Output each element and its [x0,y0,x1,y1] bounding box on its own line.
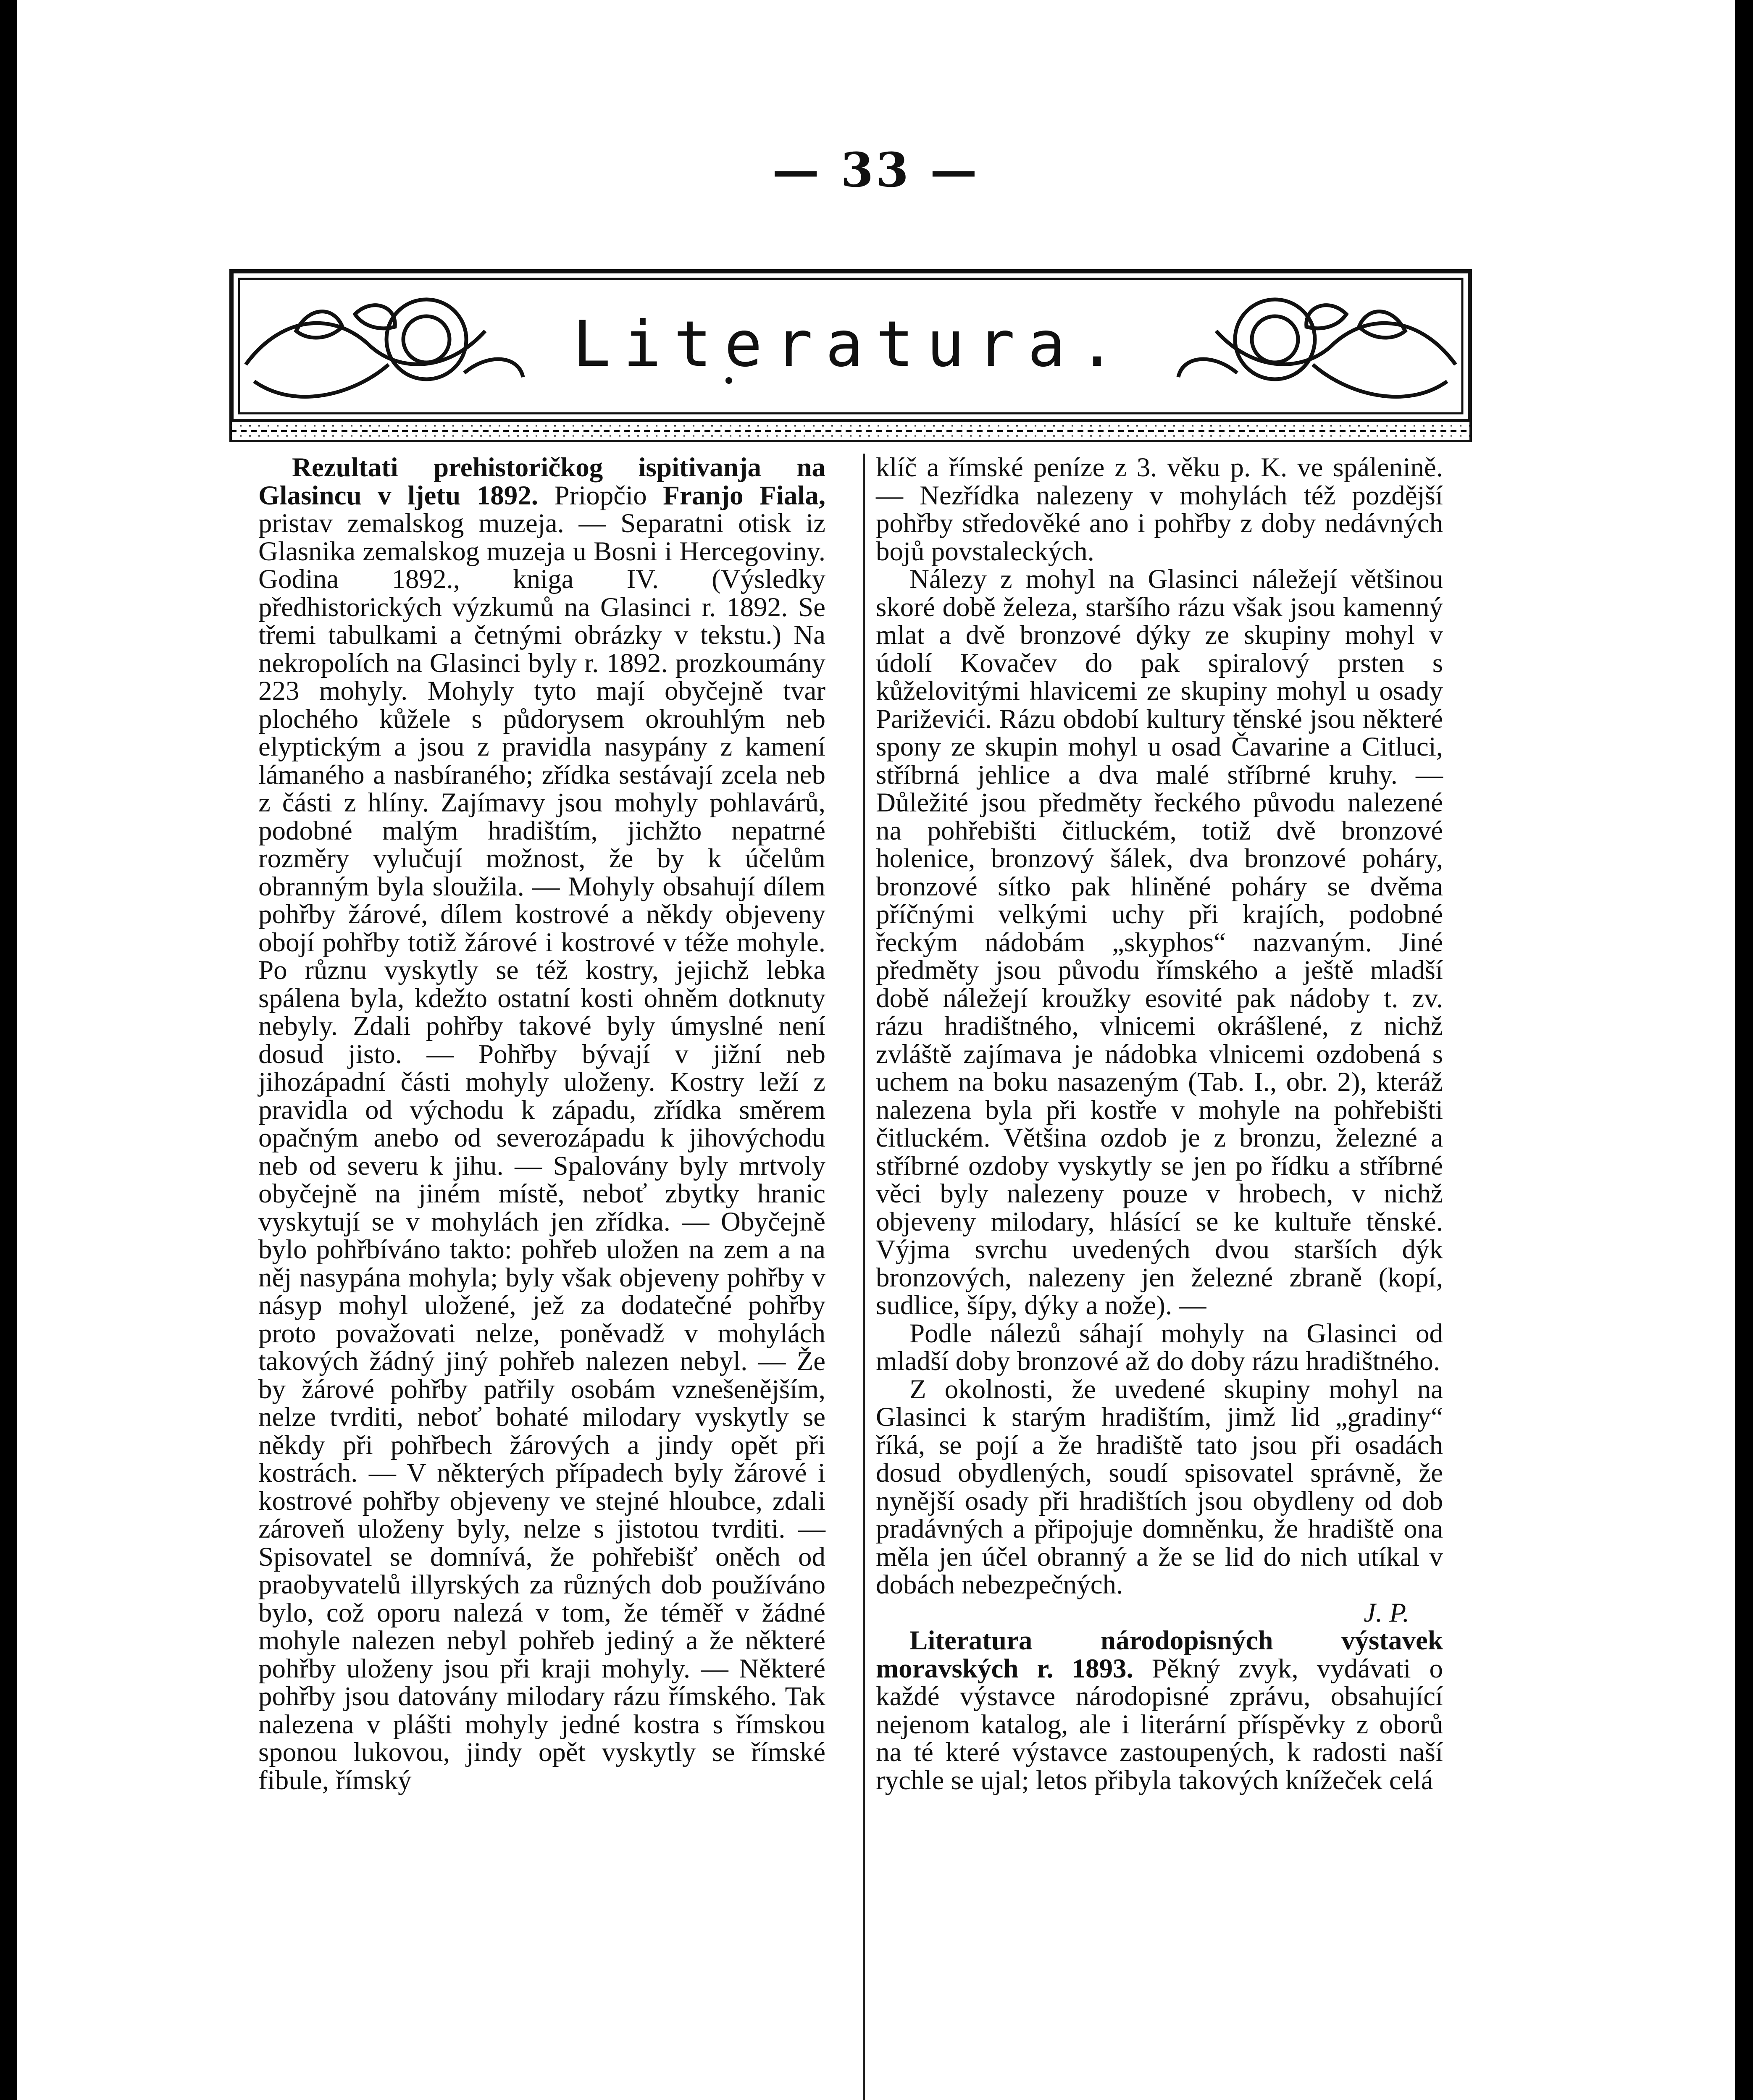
right-paragraph-3: Podle nálezů sáhají mohyly na Glasinci od mladší doby bronzové až do doby rázu hradištného. [876,1318,1443,1376]
author-name: Franjo Fiala, [663,480,826,511]
left-paragraph [258,454,825,1794]
author-label: Priopčio [554,480,647,511]
document-page [17,0,1735,2100]
right-column [876,454,1443,1794]
column-divider [863,454,865,2100]
left-article-title: Rezultati prehistoričkog ispitivanja na Glasincu v ljetu 1892. [258,452,825,511]
section-title: Literatura. [573,308,1129,381]
page-number: — 33 — [772,143,980,198]
right-paragraph-4: Z okolnosti, že uvedené skupiny mohyl na Glasinci k starým hradištím, jimž lid „gradiny“ říká, se pojí a že hradiště tato jsou při osadách dosud obydlených, soudí spisovatel správně, že nynější osady při hradištích jsou obydleny od dob pradávných a připojuje domněnku, že hradiště ona měla jen účel obranný a že se lid do nich utíkal v dobách nebezpečných. [876,1374,1443,1600]
article-columns [258,454,1443,2100]
left-column [258,454,825,1794]
second-article-text: Pěkný zvyk, vydávati o každé výstavce národopisné zprávu, obsahující nejenom katalog, ale i literární příspěvky z oborů na té které výstavce zastoupených, k radosti naší rychle se ujal; letos přibyla takových knížeček celá [876,1653,1443,1796]
left-body-text: pristav zemalskog muzeja. — Separatni otisk iz Glasnika zemalskog muzeja u Bosni i Hercegoviny. Godina 1892., kniga IV. (Výsledky předhistorických výzkumů na Glasinci r. 1892. Se třemi tabulkami a četnými obrázky v tekstu.) Na nekropolích na Glasinci byly r. 1892. prozkoumány 223 mohyly. Mohyly tyto mají obyčejně tvar plochého kůžele s půdorysem okrouhlým neb elyptickým a jsou z pravidla nasypány z kamení lámaného a nasbíraného; zřídka sestávají zcela neb z části z hlíny. Zajímavy jsou mohyly pohlavárů, podobné malým hradištím, jichžto nepatrné rozměry vylučují možnost, že by k účelům obranným byla sloužila. — Mohyly obsahují dílem pohřby žárové, dílem kostrové a někdy objeveny obojí pohřby totiž žárové i kostrové v téže mohyle. Po různu vyskytly se též kostry, jejichž lebka spálena byla, kdežto ostatní kosti ohněm dotknuty nebyly. Zdali pohřby takové byly úmyslné není dosud jisto. — Pohřby bývají v jižní neb jihozápadní části mohyly uloženy. Kostry leží z pravidla od východu k západu, zřídka směrem opačným anebo od severozápadu k jihovýchodu neb od severu k jihu. — Spalovány byly mrtvoly obyčejně na jiném místě, neboť zbytky hranic vyskytují se v mohylách jen zřídka. — Obyčejně bylo pohřbíváno takto: pohřeb uložen na zem a na něj nasypána mohyla; byly však objeveny pohřby v násyp mohyl uložené, jež za dodatečné pohřby proto považovati nelze, poněvadž v mohylách takových žádný jiný pohřeb nalezen nebyl. — Že by žárové pohřby patřily osobám vznešenějším, nelze tvrditi, neboť bohaté milodary vyskytly se někdy při pohřbech žárových a jindy opět při kostrách. — V některých případech byly žárové i kostrové pohřby objeveny ve stejné hloubce, zdali zároveň uloženy byly, nelze s jistotou tvrditi. — Spisovatel se domnívá, že pohřebišť oněch od praobyvatelů illyrských za různých dob používáno bylo, což oporu nalezá v tom, že téměř v žádné mohyle nalezen nebyl pohřeb jediný a že některé pohřby uloženy jsou při kraji mohyly. — Některé pohřby jsou datovány milodary rázu římského. Tak nalezena v plášti mohyly jedné kostra s římskou sponou lukovou, jindy opět vyskytly se římské fibule, římský [258,508,825,1796]
right-paragraph-1: klíč a římské peníze z 3. věku p. K. ve spálenině. — Nezřídka nalezeny v mohylách též pozdější pohřby středověké ano i pohřby z doby nedávných bojů povstaleckých. [876,452,1443,567]
second-article-title: Literatura národopisných výstavek moravských r. 1893. [876,1625,1443,1684]
section-header-banner [229,268,1472,444]
decorative-border-strip [231,421,1471,441]
right-paragraph-5 [876,1627,1443,1794]
author-signature: J. P. [1364,1597,1409,1628]
right-paragraph-2: Nálezy z mohyl na Glasinci náležejí většinou skoré době železa, staršího rázu však jsou kamenný mlat a dvě bronzové dýky ze skupiny mohyl v údolí Kovačev do pak spiralový prsten s kůželovitými hlavicemi ze skupiny mohyl u osady Pariževići. Rázu období kultury těnské jsou některé spony ze skupin mohyl u osad Čavarine a Citluci, stříbrná jehlice a dva malé stříbrné kruhy. — Důležité jsou předměty řeckého původu nalezené na pohřebišti čitluckém, totiž dvě bronzové holenice, bronzový šálek, dva bronzové poháry, bronzové sítko pak hliněné poháry se dvěma příčnými velkými uchy při krajích, podobné řeckým nádobám „skyphos“ nazvaným. Jiné předměty jsou původu římského a ještě mladší době náležejí kroužky esovité pak nádoby t. zv. rázu hradištného, vlnicemi okrášlené, z nichž zvláště zajímava je nádobka vlnicemi ozdobená s uchem na boku nasazeným (Tab. I., obr. 2), kteráž nalezena byla při kostře v mohyle na pohřebišti čitluckém. Většina ozdob je z bronzu, železné a stříbrné ozdoby vyskytly se jen po řídku a stříbrné věci byly nalezeny pouze v hrobech, v nichž objeveny milodary, hlásící se ke kultuře těnské. Výjma svrchu uvedených dvou starších dýk bronzových, nalezeny jen železné zbraně (kopí, sudlice, šípy, dýky a nože). — [876,564,1443,1320]
